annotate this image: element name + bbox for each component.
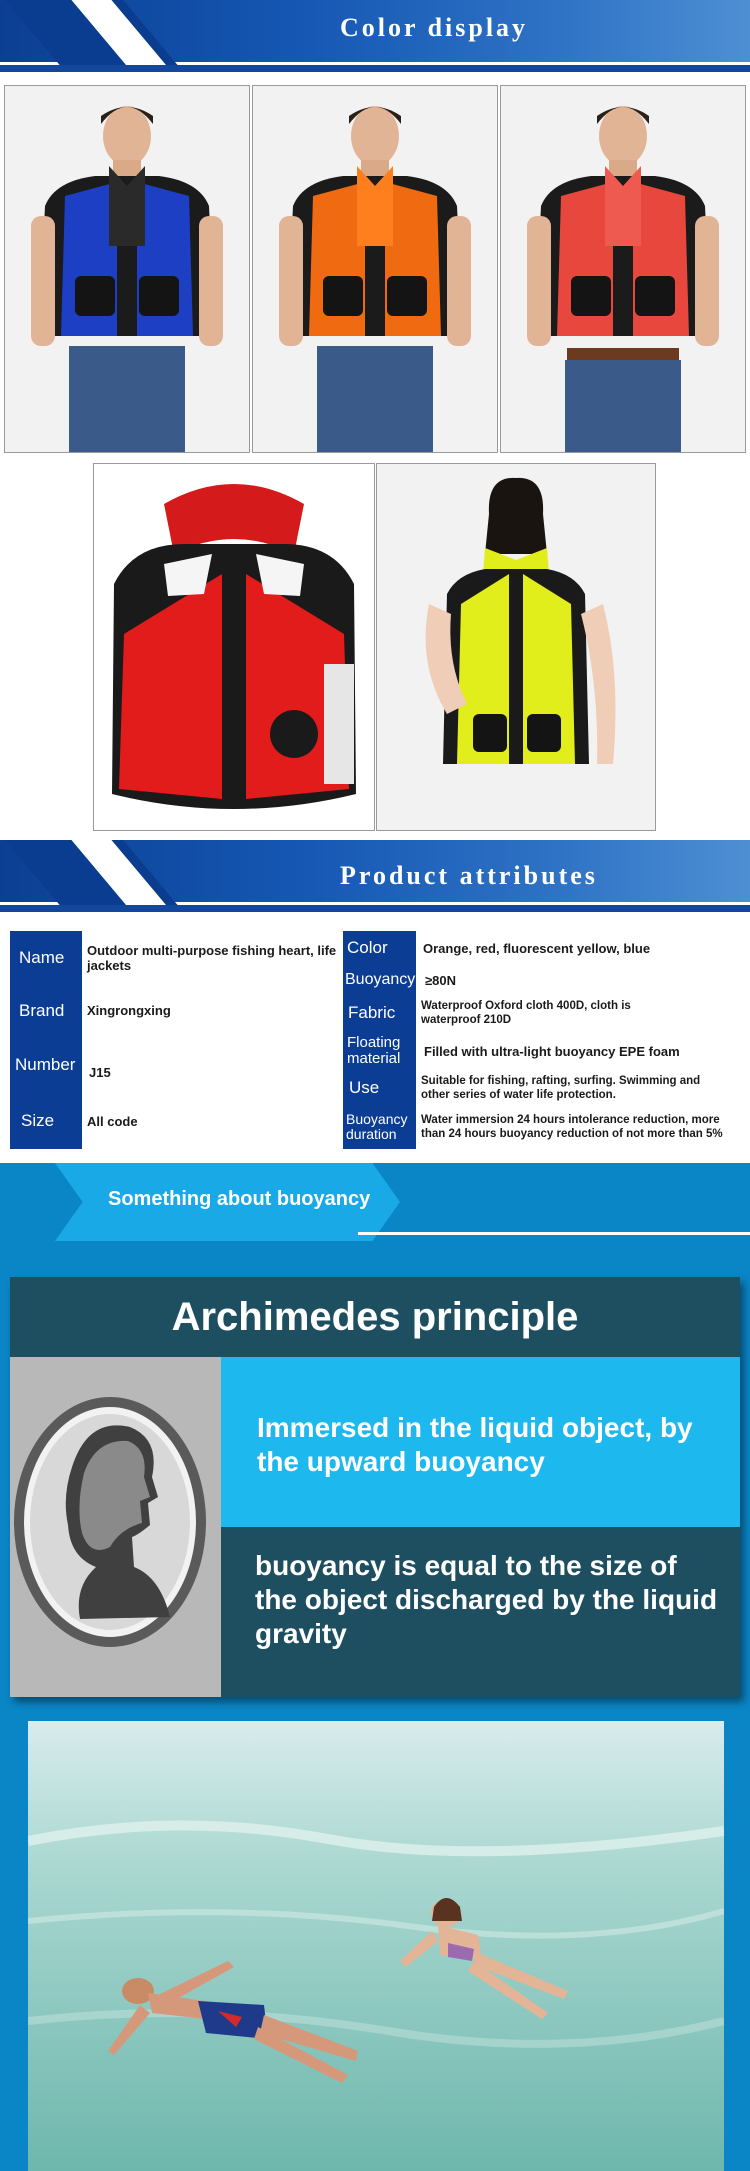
statement-top-text: Immersed in the liquid object, by the upward buoyancy xyxy=(257,1412,693,1477)
banner-underline xyxy=(0,905,750,912)
attr-value-brand: Xingrongxing xyxy=(87,1003,171,1018)
attr-value-fabric: Waterproof Oxford cloth 400D, cloth is waterproof 210D xyxy=(421,1000,631,1026)
attr-label-brand: Brand xyxy=(10,984,82,1037)
banner-underline xyxy=(0,65,750,72)
attr-label-name: Name xyxy=(10,931,82,984)
attr-value-color: Orange, red, fluorescent yellow, blue xyxy=(423,940,651,956)
color-display-banner xyxy=(0,0,750,72)
attr-value-number: J15 xyxy=(89,1064,111,1080)
photo-yellow-vest[interactable] xyxy=(376,463,656,831)
attr-value-buoyancy: ≥80N xyxy=(425,972,456,988)
vest-illustration xyxy=(5,86,249,452)
attr-label-buoyancy-duration: Buoyancy duration xyxy=(343,1105,416,1149)
attr-value-use: Suitable for fishing, rafting, surfing. Swimming and other series of water life protection. xyxy=(421,1075,701,1101)
vest-illustration xyxy=(501,86,745,452)
product-attributes-banner xyxy=(0,840,750,912)
statement-bottom-text: buoyancy is equal to the size of the object discharged by the liquid gravity xyxy=(255,1550,718,1649)
attr-value-name: Outdoor multi-purpose fishing heart, life jackets xyxy=(87,942,337,973)
attr-label-buoyancy: Buoyancy xyxy=(343,965,416,995)
attr-label-fabric: Fabric xyxy=(343,995,416,1031)
vest-illustration xyxy=(377,464,655,830)
color-display-title: Color display xyxy=(340,13,529,42)
floating-people-photo[interactable] xyxy=(28,1721,724,2171)
product-attributes-title: Product attributes xyxy=(340,861,598,890)
attr-label-use: Use xyxy=(343,1071,416,1105)
attr-label-color: Color xyxy=(343,931,416,965)
photo-red-vest-product[interactable] xyxy=(93,463,375,831)
attr-value-size: All code xyxy=(87,1113,138,1129)
archimedes-medallion-icon xyxy=(10,1357,221,1697)
attr-label-number: Number xyxy=(10,1037,82,1093)
attr-value-buoyancy-duration: Water immersion 24 hours intolerance reduction, more than 24 hours buoyancy reduction of not more than 5% xyxy=(421,1114,723,1140)
dead-sea-illustration xyxy=(28,1721,724,2171)
archimedes-statement-top xyxy=(221,1357,740,1527)
photo-red-vest[interactable] xyxy=(500,85,746,453)
archimedes-card xyxy=(10,1277,740,1697)
archimedes-portrait xyxy=(10,1357,221,1697)
attr-label-floating-material: Floating material xyxy=(343,1031,416,1071)
vest-illustration xyxy=(253,86,497,452)
vest-illustration xyxy=(94,464,374,830)
attr-value-floating-material: Filled with ultra-light buoyancy EPE foam xyxy=(424,1043,680,1059)
photo-orange-vest[interactable] xyxy=(252,85,498,453)
attr-label-size: Size xyxy=(10,1093,82,1149)
archimedes-title: Archimedes principle xyxy=(171,1295,579,1339)
ribbon-divider xyxy=(358,1232,750,1235)
photo-blue-vest[interactable] xyxy=(4,85,250,453)
buoyancy-ribbon-text: Something about buoyancy xyxy=(108,1188,371,1210)
